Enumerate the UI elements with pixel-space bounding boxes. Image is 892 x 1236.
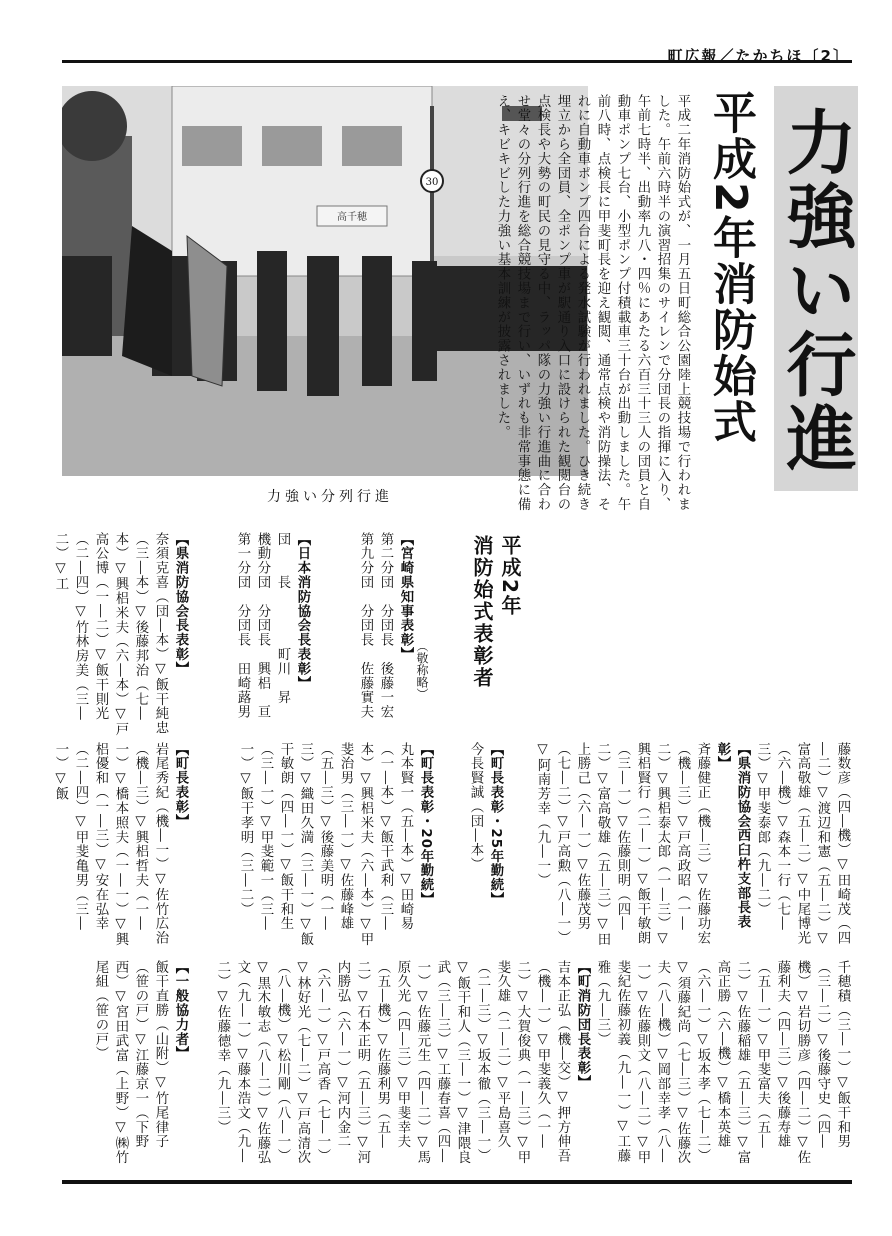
award-section-fire-chief [200,960,852,1165]
section-heading: 【一般協力者】 [173,960,188,1061]
awards-title [434,535,524,715]
awards-title-line2: 消防始式表彰者 [470,535,494,689]
award-line: 千穂積（三―一）▽飯干和男（三―二）▽後藤守史（四―機）▽岩切勝彦（四―二）▽佐藤利夫（四―三）▽後藤寿雄（五―一）▽甲斐富夫（五―二）▽佐藤稲雄（五―三）▽富高正勝（六―機）▽橋本英雄（六―一）▽坂本孝（七―二）▽須藤紀尚（七―三）▽佐藤次夫（八―機）▽岡部幸孝（八―一）▽佐藤則文（八―二）▽甲斐紀佐藤初義（九―一）▽工藤雅（九―三） [595,960,850,1165]
award-line: 吉本正弘（機―交）▽押方伸吾（機―一）▽甲斐義久（一―二）▽大賀俊典（一―三）▽甲斐久雄（二―二）▽平島喜久（二―三）▽坂本徹（三―一）▽飯干和人（三―一）▽津隈良武（三―三）▽工藤春喜（四―一）▽佐藤元生（四―二）▽馬原久光（四―三）▽甲斐幸夫（五―機）▽佐藤利男（五―二）▽石本正明（五―三）▽河内勝弘（六―一）▽河内金二（六―一）▽戸高香（七―一）▽林好光（七―二）▽戸高清次（八―機）▽松川剛（八―一）▽黒木敏志（八―二）▽佐藤弘文（九―一）▽藤本浩文（九―二）▽佐藤徳幸（九―三） [215,960,570,1165]
section-heading: 【町長表彰・20年勤続】 [418,742,433,907]
award-section-pref-fire [53,532,190,737]
bottom-rule [62,1180,852,1184]
section-heading: 【県消防協会長表彰】 [173,532,188,676]
article-body-1: 平成二年消防始式が、一月五日町総合公園陸上競技場で行われました。午前六時半の演習招集のサイレンで分団長の指揮に入り、午前七時半、出動率九八・四％にあたる六百三十三人の団員と自動車ポンプ七台、小型ポンプ付積載車三十台が出動しました。午前八時、点検長に甲斐町長を迎え観閲、通常点検や消防操法、それに自動車ポンプ四台による発水試験が行われました。ひき続き埋立から全団員、全ポンプ車が駅通り入口に設けられた観閲台の点検長や大勢の町民の見守る中、ラッパ隊の力強い行進曲に合わせ堂々の分列行進を総合競技場まで行い、いずれも非常事態に備え、キビキビした力強い基本訓練が披露されました。 [495,94,690,512]
award-section-25yr [445,742,505,947]
award-section-general [60,960,190,1165]
section-heading: 【宮崎県知事表彰】 [398,532,413,662]
award-line: 飯干直勝（山附）▽竹尾律子（笹の戸）▽江藤京一（下野西）▽宮田武富（上野）▽㈱竹尾組（笹の戸） [93,960,168,1165]
award-line: 団 長 町川 昇 [275,532,290,705]
award-section-governor [355,532,415,737]
speed-sign-text: 30 [425,177,439,188]
award-section-branch [522,742,852,947]
award-line: 第九分団 分団長 佐藤實夫 [358,532,373,720]
section-heading: 【町消防団長表彰】 [575,960,590,1090]
award-line: 斉藤健正（機―三）▽佐藤功宏（機―三）▽戸高政昭（一―二）▽興梠泰太郎（一―三）▽興梠賢行（二―一）▽飯干敏朗（三―一）▽佐藤則明（四―二）▽富高敬雄（五―三）▽田上勝己（六―一）▽佐藤茂男（七―二）▽戸高勲（八―一）▽阿南芳幸（九―一） [535,742,710,947]
article-title: 力強い行進 [775,106,857,476]
award-line: 第一分団 分団長 田崎蕗男 [235,532,250,720]
award-line: 機動分団 分団長 興梠 亘 [255,532,270,720]
shop-sign-text: 高千穂 [337,212,367,223]
award-line: 岩尾秀紀（機―一）▽佐竹広治（機―三）▽興梠哲夫（一―一）▽橋本照夫（一―一）▽興梠優和（一―三）▽安在弘幸（二―四）▽甲斐亀男（三―一）▽飯 [53,742,168,947]
article-subtitle: 平成2年消防始式 [705,90,756,445]
awards-title-line1: 平成2年 [498,535,522,617]
photo-caption: 力強い分列行進 [267,489,393,505]
award-section-japan-fire [200,532,312,737]
award-line: 丸本賢一（五―本）▽田崎易（一―本）▽飯干武利（三―本）▽興梠米夫（六―本）▽甲斐治男（三―一）▽佐藤峰雄（五―三）▽後藤美明（一―三）▽織田久満（三―一）▽飯干敏朗（四―一）▽飯干和生（三―一）▽甲斐範一（三―一）▽飯干孝明（三―二） [238,742,413,947]
award-line: 藤数彦（四―機）▽田崎茂（四―二）▽渡辺和憲（五―二）▽富高敬雄（五―二）▽中尾博光（六―機）▽森本一行（七―三）▽甲斐泰郎（九―二） [755,742,850,947]
section-heading: 【日本消防協会長表彰】 [295,532,310,691]
award-section-20yr [200,742,435,947]
award-line: 第二分団 分団長 後藤一宏 [378,532,393,720]
page-header: 町広報／たかちほ〔2〕 [667,47,850,65]
award-line: 今長賢誠（団―本） [468,742,483,872]
section-heading: 【町長表彰・25年勤続】 [488,742,503,907]
award-section-mayor [53,742,190,947]
award-line: 奈須克喜（団―本）▽飯干純忠（三―本）▽後藤邦治（七―本）▽興梠米夫（六―本）▽戸高公博（一―二）▽飯干則光（二―四）▽竹林房美（三―二）▽工 [53,532,168,737]
section-heading: 【町長表彰】 [173,742,188,829]
section-heading: 【県消防協会西臼杵支部長表彰】 [715,742,750,930]
honorific-note: （敬称略） [415,640,429,700]
